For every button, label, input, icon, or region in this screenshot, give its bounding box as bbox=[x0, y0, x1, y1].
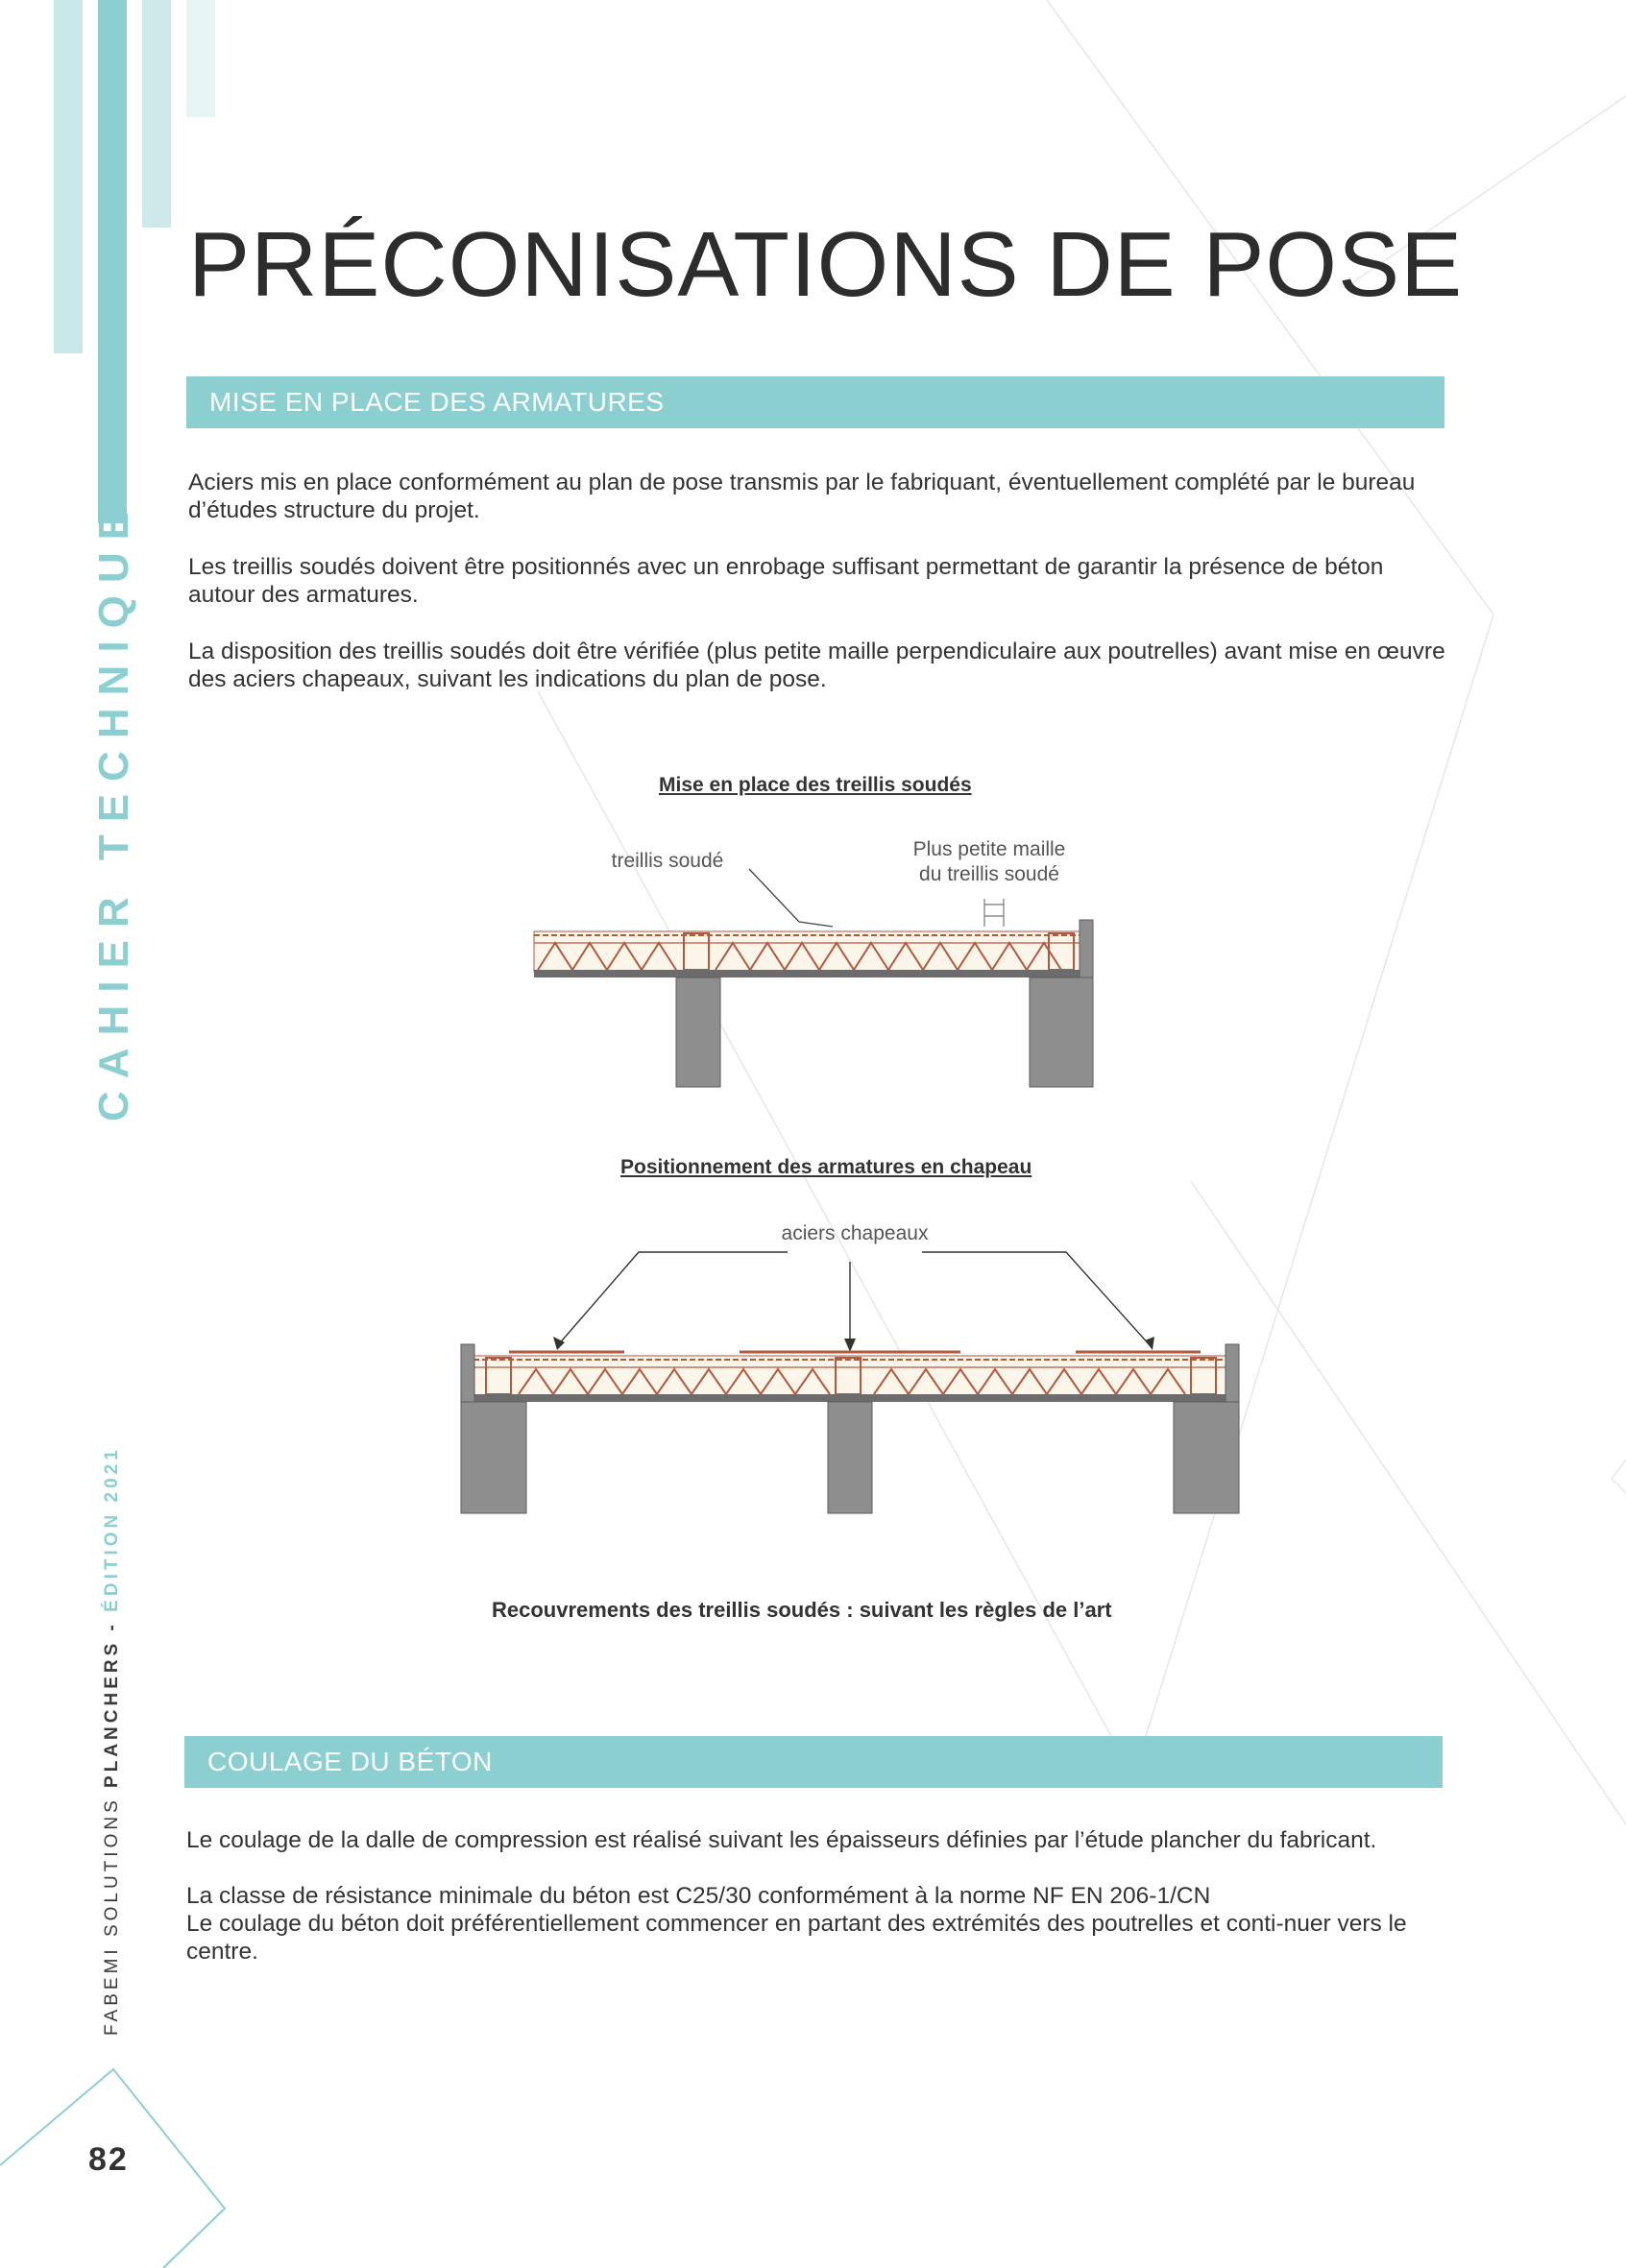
paragraph: La disposition des treillis soudés doit être vérifiée (plus petite maille perpendiculaire aux poutrelles) avant mise en œuvre des aciers chapeaux, suivant les indications du plan de pose. bbox=[188, 639, 1445, 692]
footer-edition: ÉDITION 2021 bbox=[102, 1446, 122, 1612]
figure2-label-chapeaux: aciers chapeaux bbox=[781, 1222, 929, 1244]
footer-separator: - bbox=[102, 1611, 122, 1640]
chapter-label: CAHIER TECHNIQUE bbox=[90, 498, 137, 1122]
accent-bar-3 bbox=[142, 0, 171, 228]
footer-edition-line bbox=[102, 1446, 123, 2036]
figure1-caption: Mise en place des treillis soudés bbox=[659, 774, 972, 796]
figure2-drawing bbox=[451, 1239, 1249, 1527]
figure2-note: Recouvrements des treillis soudés : suivant les règles de l’art bbox=[492, 1598, 1112, 1622]
paragraph: Aciers mis en place conformément au plan de pose transmis par le fabriquant, éventuellement complété par le bureau d’études structure du projet. bbox=[188, 470, 1416, 523]
section-heading-armatures-text: MISE EN PLACE DES ARMATURES bbox=[209, 387, 665, 417]
figure1-label-maille-2: du treillis soudé bbox=[919, 863, 1059, 885]
figure2-caption: Positionnement des armatures en chapeau bbox=[620, 1156, 1032, 1178]
section-heading-coulage bbox=[184, 1736, 1443, 1788]
figure1-label-treillis: treillis soudé bbox=[611, 850, 724, 872]
section-heading-coulage-text: COULAGE DU BÉTON bbox=[207, 1747, 493, 1776]
accent-bar-2 bbox=[98, 0, 127, 523]
section-heading-armatures bbox=[186, 376, 1444, 428]
accent-bar-1 bbox=[54, 0, 83, 353]
footer-product: PLANCHERS bbox=[102, 1639, 122, 1788]
paragraph: Le coulage de la dalle de compression est réalisé suivant les épaisseurs définies par l’étude plancher du fabricant. bbox=[186, 1827, 1377, 1853]
figure1-label-maille-1: Plus petite maille bbox=[912, 838, 1066, 860]
page-title: PRÉCONISATIONS DE POSE bbox=[188, 213, 1464, 316]
accent-bar-4 bbox=[186, 0, 215, 117]
paragraph: Les treillis soudés doivent être positionnés avec un enrobage suffisant permettant de garantir la présence de béton autour des armatures. bbox=[188, 554, 1384, 608]
figure1-drawing bbox=[528, 864, 1104, 1095]
page-number: 82 bbox=[88, 2141, 129, 2178]
paragraph: La classe de résistance minimale du béton est C25/30 conformément à la norme NF EN 206-1/CN bbox=[186, 1883, 1211, 1909]
paragraph: Le coulage du béton doit préférentiellement commencer en partant des extrémités des poutrelles et conti-nuer vers le centre. bbox=[186, 1911, 1407, 1965]
footer-brand: FABEMI SOLUTIONS bbox=[102, 1797, 122, 2036]
